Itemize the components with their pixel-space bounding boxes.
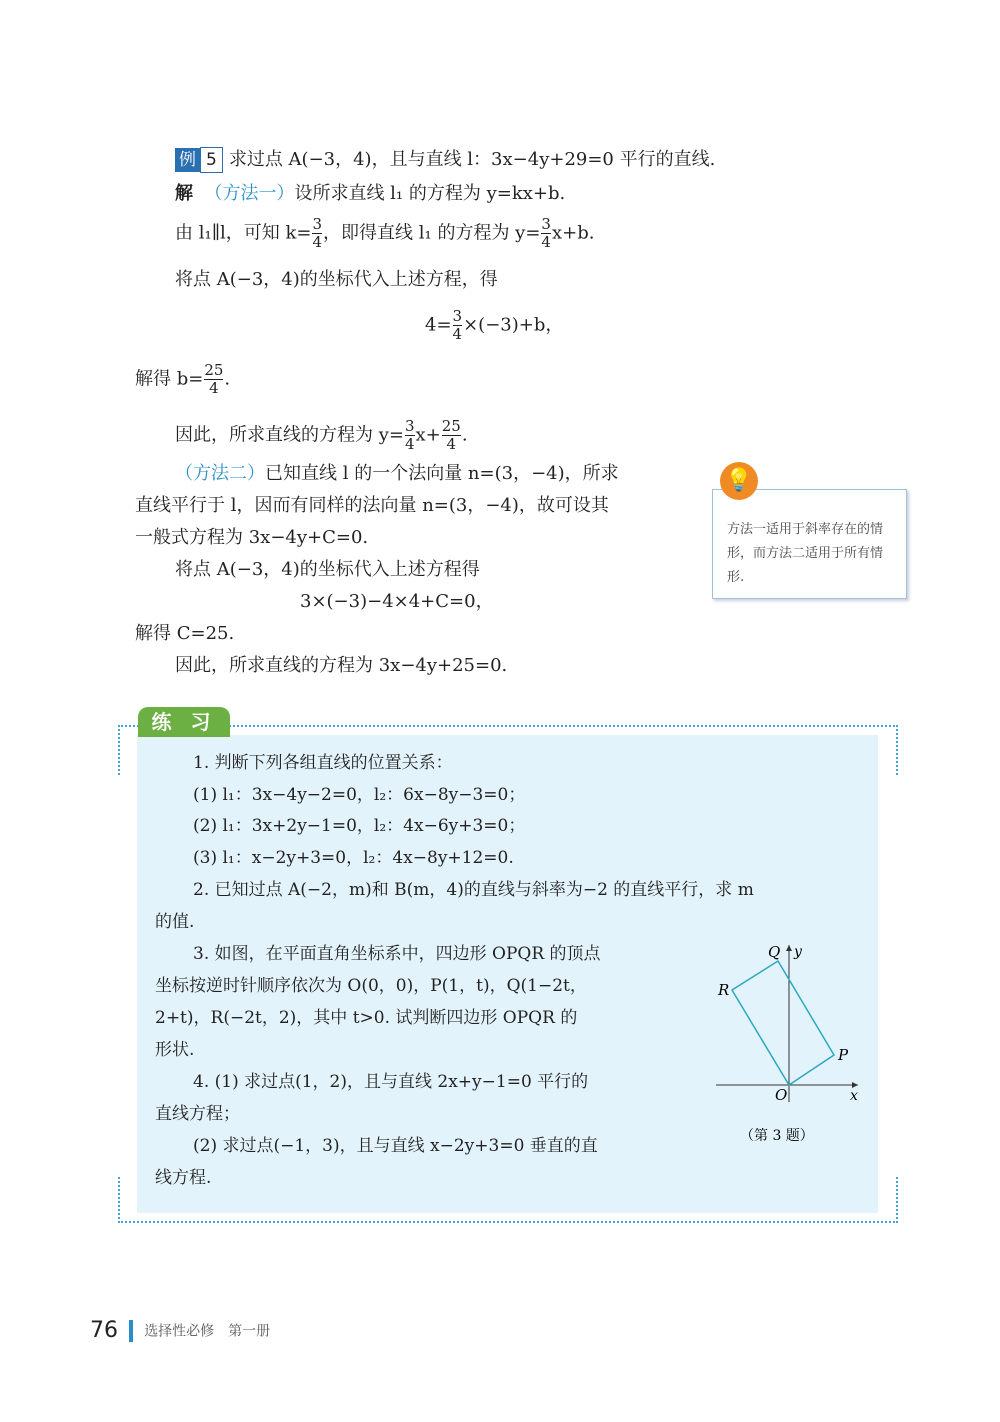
example-tag: 例 [175, 148, 200, 172]
lightbulb-icon: 💡 [720, 462, 758, 500]
solution-b-value: 解得 b= $\frac{25}{4}$ . [135, 361, 231, 397]
label-p: P [838, 1046, 849, 1064]
example-heading [175, 147, 715, 173]
solution-line-3: 将点 A(−3，4)的坐标代入上述方程，得 [175, 269, 498, 290]
text-line: 直线平行于 l，因而有同样的法向量 n=(3，−4)，故可设其 [135, 495, 609, 516]
text-line: 将点 A(−3，4)的坐标代入上述方程得 [175, 559, 480, 580]
page-number: 76 [90, 1318, 118, 1343]
fraction: $\frac{3}{4}$ [541, 215, 551, 251]
method-one-label: （方法一） [204, 183, 295, 204]
text-line: 解得 C=25. [135, 623, 235, 644]
label-y: y [794, 944, 802, 960]
equation-1: 4= $\frac{3}{4}$ ×(−3)+b， [425, 307, 564, 343]
page-footer [90, 1318, 270, 1343]
label-q: Q [768, 943, 781, 961]
equation-2: 3×(−3)−4×4+C=0， [300, 591, 494, 612]
quadrilateral-opqr [732, 961, 834, 1085]
book-title: 选择性必修 第一册 [144, 1323, 271, 1340]
text: 由 l₁∥l，可知 k= [175, 222, 312, 244]
example-number: 5 [200, 147, 223, 173]
figure-caption: （第 3 题） [740, 1128, 814, 1144]
exercise-q3-cont: 2+t)，R(−2t，2)，其中 t>0. 试判断四边形 OPQR 的 [155, 1008, 578, 1028]
example-problem: 求过点 A(−3，4)，且与直线 l：3x−4y+29=0 平行的直线. [228, 149, 716, 170]
solution-line-1 [175, 182, 565, 206]
exercise-q3-cont: 坐标按逆时针顺序依次为 O(0，0)，P(1，t)，Q(1−2t， [155, 976, 587, 996]
side-note-text: 方法一适用于斜率存在的情形，而方法二适用于所有情形. [727, 522, 884, 585]
text: x+b. [551, 222, 595, 244]
exercise-q4-cont: 直线方程； [155, 1104, 240, 1124]
solution-line-2 [175, 216, 594, 251]
solution-label: 解 [175, 183, 193, 204]
exercise-q1-2: (2) l₁：3x+2y−1=0，l₂：4x−6y+3=0； [193, 816, 526, 836]
label-o: O [775, 1086, 788, 1104]
side-note [712, 489, 907, 599]
text-line: 一般式方程为 3x−4y+C=0. [135, 527, 369, 548]
figure-quadrilateral [700, 930, 900, 1150]
exercise-q4: 4. (1) 求过点(1，2)，且与直线 2x+y−1=0 平行的 [193, 1072, 589, 1092]
exercise-title: 练 习 [138, 707, 230, 737]
exercise-q1-3: (3) l₁：x−2y+3=0，l₂：4x−8y+12=0. [193, 848, 514, 868]
text: 设所求直线 l₁ 的方程为 y=kx+b. [294, 183, 566, 204]
solution-result-1: 因此，所求直线的方程为 y= $\frac{3}{4}$ x+ $\frac{25}{4}$ . [175, 417, 468, 453]
exercise-q2: 2. 已知过点 A(−2，m)和 B(m，4)的直线与斜率为−2 的直线平行，求 m [193, 880, 754, 900]
exercise-q1: 1. 判断下列各组直线的位置关系： [193, 753, 453, 773]
solution-result-2: 因此，所求直线的方程为 3x−4y+25=0. [175, 655, 508, 676]
label-x: x [850, 1088, 858, 1104]
label-r: R [718, 981, 730, 999]
fraction: $\frac{3}{4}$ [312, 215, 323, 251]
footer-divider [129, 1320, 133, 1342]
method-two-line: （方法二）已知直线 l 的一个法向量 n=(3，−4)，所求 [175, 463, 619, 484]
exercise-q3-cont: 形状. [155, 1040, 195, 1060]
exercise-q3: 3. 如图，在平面直角坐标系中，四边形 OPQR 的顶点 [193, 944, 601, 964]
exercise-q4-cont: 线方程. [155, 1168, 212, 1188]
exercise-q4-2: (2) 求过点(−1，3)，且与直线 x−2y+3=0 垂直的直 [193, 1136, 598, 1156]
text: ，即得直线 l₁ 的方程为 y= [323, 222, 541, 244]
exercise-q2-cont: 的值. [155, 912, 195, 932]
method-two-label: （方法二） [175, 463, 265, 484]
exercise-q1-1: (1) l₁：3x−4y−2=0，l₂：6x−8y−3=0； [193, 785, 526, 805]
